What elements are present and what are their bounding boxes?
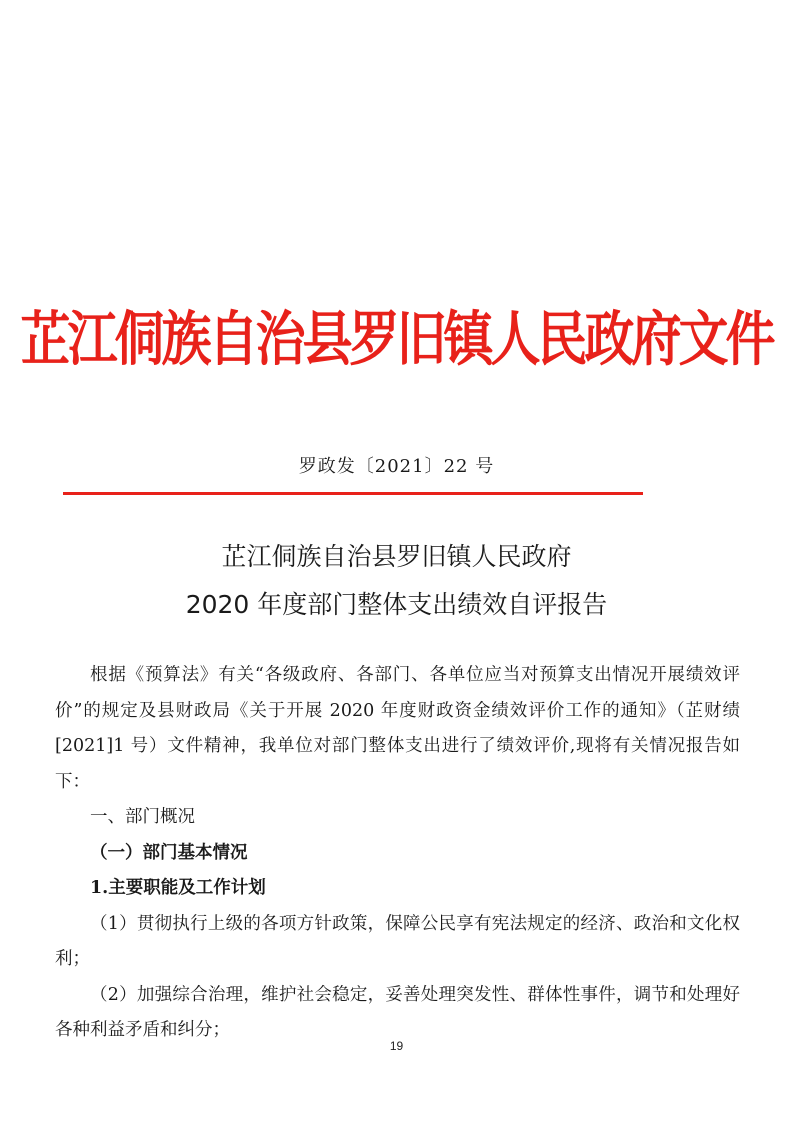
document-number: 罗政发〔2021〕22 号 [298,456,495,477]
report-title-line-1: 芷江侗族自治县罗旧镇人民政府 [221,542,572,571]
page-number: 19 [389,1039,404,1053]
list-item: （2）加强综合治理，维护社会稳定，妥善处理突发性、群体性事件，调节和处理好各种利益矛盾和纠分； [55,984,740,1040]
red-divider-line [63,492,643,495]
report-body [55,658,740,1049]
list-item: （1）贯彻执行上级的各项方针政策，保障公民享有宪法规定的经济、政治和文化权利； [55,913,740,969]
issuer-red-header: 芷江侗族自治县罗旧镇人民政府文件 [20,303,773,374]
subsubsection-heading-functions: 1.主要职能及工作计划 [90,878,266,898]
section-heading-department-overview: 一、部门概况 [90,807,195,827]
intro-paragraph: 根据《预算法》有关“各级政府、各部门、各单位应当对预算支出情况开展绩效评价”的规定及县财政局《关于开展 2020 年度财政资金绩效评价工作的通知》（芷财绩[2021]1 号）文件精神，我单位对部门整体支出进行了绩效评价,现将有关情况报告如下： [55,665,740,792]
subsection-heading-basic-info: （一）部门基本情况 [90,842,248,863]
report-title-line-2: 2020 年度部门整体支出绩效自评报告 [185,590,608,619]
